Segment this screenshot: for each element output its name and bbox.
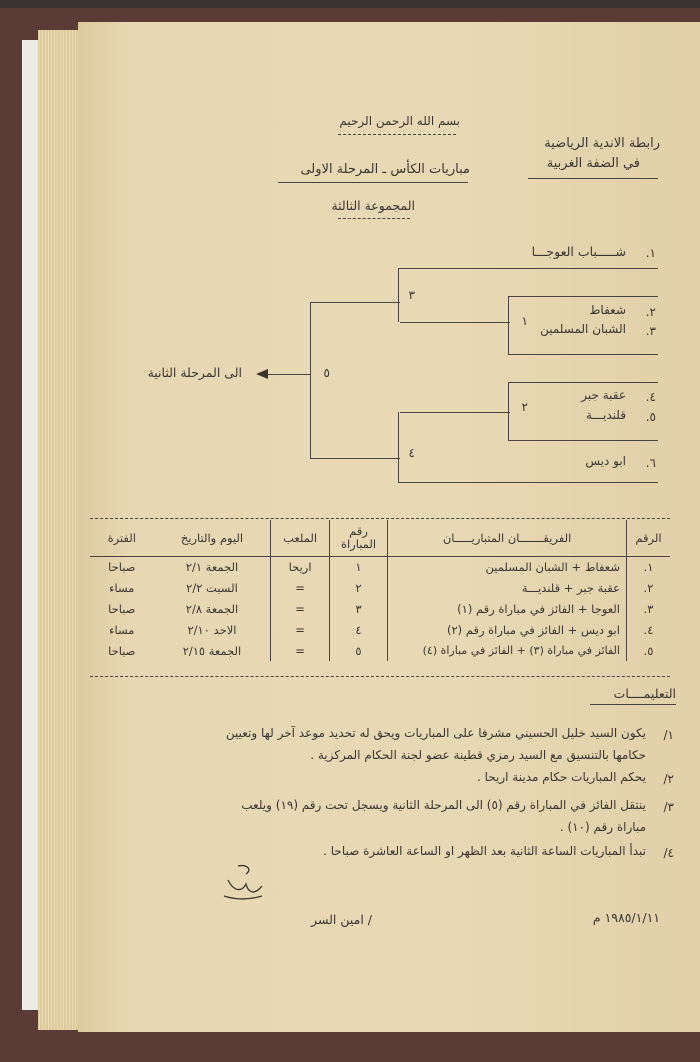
row-match-no: ٥ [329,640,387,661]
row-match-no: ٣ [329,598,387,619]
group-underline [338,218,410,219]
row-match-no: ١ [329,556,387,577]
competition-underline [278,182,468,183]
row-date: السبت ٢/٢ [186,580,238,595]
note-number: ٤/ [663,846,674,860]
signatory-title: / امين السر [311,912,372,927]
bracket-line [398,482,658,483]
row-num: ٤. [626,619,670,640]
col-header-num: الرقم [626,520,670,556]
team-number: ٢. [645,305,656,319]
row-match-no: ٤ [329,619,387,640]
col-header-date: اليوم والتاريخ [180,530,244,545]
competition-title: مباريات الكأس ـ المرحلة الاولى [300,162,470,177]
bracket-line [398,268,399,322]
row-teams: ابو ديس + الفائز في مباراة رقم (٢) [388,619,627,640]
note-line: مباراة رقم (١٠) . [559,820,646,834]
note-line: حكامها بالتنسيق مع السيد رمزي قطينة عضو لجنة الحكام المركزية . [310,748,646,762]
notes-title: التعليمــــات [613,686,676,701]
team-number: ٥. [645,410,656,424]
team-name: الشبان المسلمين [540,322,626,336]
row-date: الجمعة ٢/١٥ [182,643,242,658]
arrow-icon [256,368,270,380]
row-venue: = [271,598,329,619]
table-top-rule [90,518,670,519]
row-period: صباحا [108,601,136,616]
table-row [90,598,670,619]
note-line: تبدأ المباريات الساعة الثانية بعد الظهر او الساعة العاشرة صباحا . [323,844,646,858]
row-period: صباحا [108,559,136,574]
table-row [90,556,670,577]
document-page [78,22,700,1032]
bracket-line [508,382,509,440]
bracket-line [310,302,311,458]
bracket-line [400,412,510,413]
bracket-line [508,354,658,355]
bracket-line [310,458,400,459]
col-header-venue: الملعب [271,520,329,556]
bracket-line [508,296,658,297]
row-venue: اريحا [271,556,329,577]
row-num: ٢. [626,577,670,598]
schedule-table [90,520,670,661]
match-number: ٥ [323,366,330,380]
note-line: ينتقل الفائز في المباراة رقم (٥) الى المرحلة الثانية ويسجل تحت رقم (١٩) ويلعب [241,798,646,812]
row-period: مساء [109,580,135,595]
basmala: بسم الله الرحمن الرحيم [339,114,460,128]
match-number: ٢ [521,400,528,414]
table-bottom-rule [90,676,670,677]
note-number: ٣/ [663,800,674,814]
row-date: الجمعة ٢/٨ [185,601,239,616]
note-line: يحكم المباريات حكام مدينة اريحا . [476,770,646,784]
group-title: المجموعة الثالثة [331,198,415,213]
row-period: صباحا [108,643,136,658]
match-number: ١ [521,314,528,328]
bracket-line [400,322,510,323]
row-teams: العوجا + الفائز في مباراة رقم (١) [388,598,627,619]
col-header-period: الفترة [107,530,136,545]
league-name-line1: رابطة الاندية الرياضية [544,136,660,151]
row-num: ٥. [626,640,670,661]
row-venue: = [271,577,329,598]
notes-title-underline [590,704,676,705]
row-num: ١. [626,556,670,577]
basmala-underline [338,134,456,135]
row-match-no: ٢ [329,577,387,598]
team-name: قلنديـــة [586,408,626,422]
bracket-line [398,412,399,482]
next-stage-label: الى المرحلة الثانية [147,365,242,380]
team-number: ١. [645,246,656,260]
team-number: ٤. [645,390,656,404]
bracket-line [508,382,658,383]
row-date: الاحد ٢/١٠ [187,622,237,637]
match-number: ٣ [408,288,415,302]
team-number: ٦. [645,456,656,470]
bracket-line [398,268,658,269]
team-name: شـــــباب العوجـــا [531,244,626,259]
row-teams: شعفاط + الشبان المسلمين [388,556,627,577]
document-date: ١٩٨٥/١/١١ م [592,910,660,925]
note-number: ٢/ [663,772,674,786]
team-name: ابو ديس [585,454,626,468]
match-number: ٤ [408,446,415,460]
note-line: يكون السيد خليل الحسيني مشرفا على المباريات ويحق له تحديد موعد آخر لها وتعيين [225,726,646,740]
table-row [90,577,670,598]
bracket-line [508,440,658,441]
row-venue: = [271,619,329,640]
team-number: ٣. [645,324,656,338]
row-date: الجمعة ٢/١ [185,559,239,574]
handwritten-signature [218,862,268,906]
table-row [90,619,670,640]
league-underline [528,178,658,179]
team-name: عقبة جبر [581,388,626,402]
row-teams: عقبة جبر + قلنديـــة [388,577,627,598]
col-header-teams: الفريقـــــــان المتباريـــــان [388,520,627,556]
league-name-line2: في الضفة الغربية [546,156,640,171]
row-period: مساء [109,622,135,637]
row-teams: الفائز في مباراة (٣) + الفائز في مباراة (٤) [388,640,627,661]
row-num: ٣. [626,598,670,619]
col-header-match-no: رقم المباراة [329,520,387,556]
team-name: شعفاط [589,303,626,317]
row-venue: = [271,640,329,661]
note-number: ١/ [663,728,674,742]
table-row [90,640,670,661]
bracket-line [508,296,509,354]
bracket-line [310,302,400,303]
